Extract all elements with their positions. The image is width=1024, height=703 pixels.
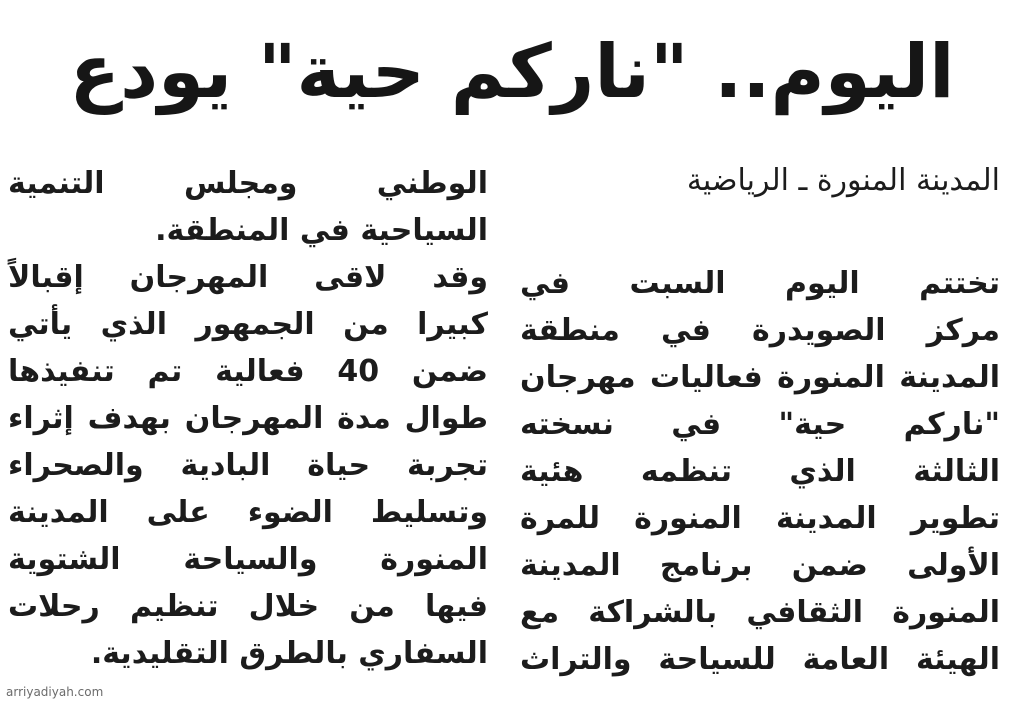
article-text-line: السياحية في المنطقة. [155, 213, 488, 248]
article-text-line: المنورة والسياحة الشتوية [8, 542, 488, 577]
article-text-line: تختتم اليوم السبت في [520, 266, 1000, 301]
article-text-line: طوال مدة المهرجان بهدف إثراء [8, 401, 488, 436]
article-byline: المدينة المنورة ـ الرياضية [686, 163, 1000, 198]
article-text-line: المنورة الثقافي بالشراكة مع [520, 595, 1000, 630]
article-column-left [8, 160, 488, 677]
article-text-line: فيها من خلال تنظيم رحلات [8, 589, 488, 624]
article-text-line: السفاري بالطرق التقليدية. [90, 636, 488, 671]
article-text-line: مركز الصويدرة في منطقة [520, 313, 1000, 348]
article-text-line: الوطني ومجلس التنمية [8, 166, 488, 201]
article-text-line: تطوير المدينة المنورة للمرة [520, 501, 1000, 536]
article-text-line: كبيرا من الجمهور الذي يأتي [8, 307, 488, 342]
article-column-right [520, 150, 1000, 683]
article-text-line: الثالثة الذي تنظمه هئية [520, 454, 1000, 489]
source-watermark: arriyadiyah.com [6, 685, 104, 699]
article-text-line: المدينة المنورة فعاليات مهرجان [520, 360, 1000, 395]
article-text-line: "ناركم حية" في نسخته [520, 407, 1000, 442]
article-text-line: وتسليط الضوء على المدينة [8, 495, 488, 530]
article-text-line: الأولى ضمن برنامج المدينة [520, 548, 1000, 583]
article-text-line: ضمن 40 فعالية تم تنفيذها [8, 354, 488, 389]
article-text-line: تجربة حياة البادية والصحراء [8, 448, 488, 483]
article-text-line: وقد لاقى المهرجان إقبالاً [8, 260, 488, 295]
article-text-line: الهيئة العامة للسياحة والتراث [520, 642, 1000, 677]
article-headline: اليوم.. "ناركم حية" يودع [69, 29, 955, 115]
